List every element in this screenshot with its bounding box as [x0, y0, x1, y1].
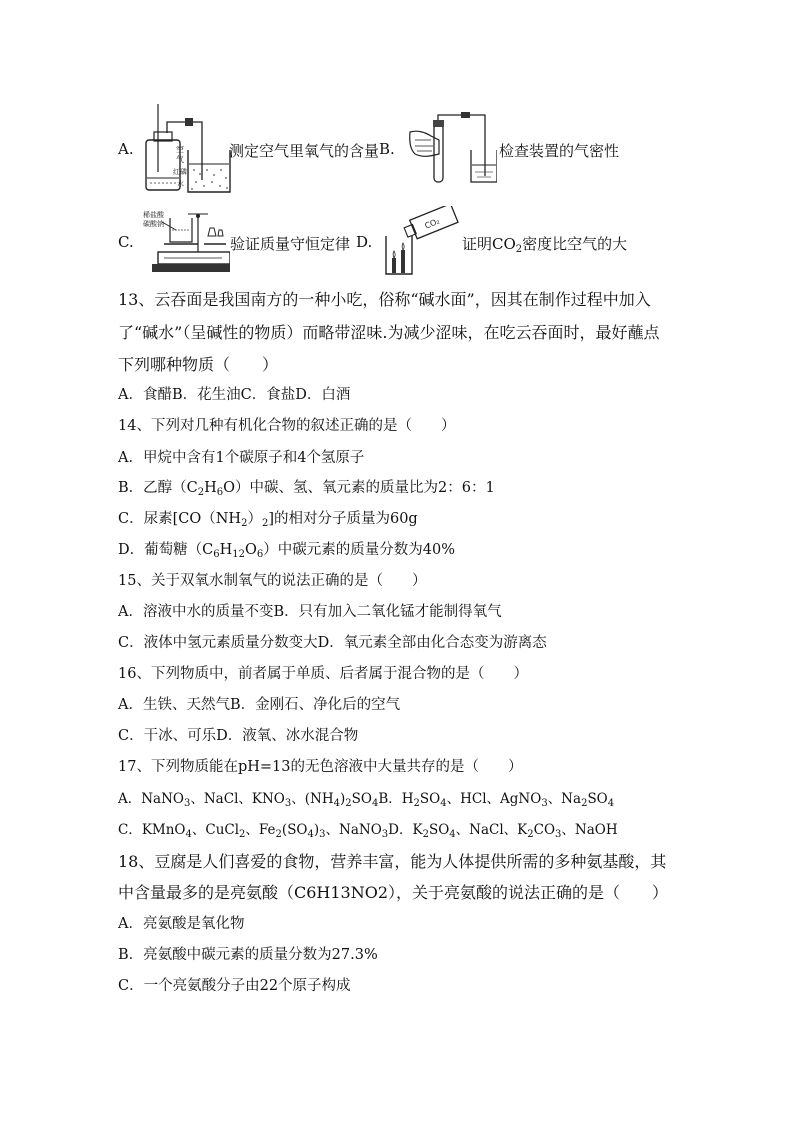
q18-option-c: C．一个亮氨酸分子由22个原子构成: [118, 978, 351, 994]
q18-stem-line2: 中含量最多的是亮氨酸（C6H13NO2），关于亮氨酸的说法正确的是（ ）: [118, 883, 669, 902]
balance-mass-conservation-figure: [142, 208, 230, 278]
fig-a-label-air1: 空: [176, 145, 184, 154]
airtightness-check-figure: [405, 110, 497, 185]
q18-option-b: B．亮氨酸中碳元素的质量分数为27.3%: [118, 947, 378, 963]
q16-stem: 16、下列物质中，前者属于单质、后者属于混合物的是（ ）: [118, 666, 528, 682]
fig-d-label-co2: CO₂: [423, 216, 441, 231]
q15-options-ab: A．溶液中水的质量不变B．只有加入二氧化锰才能制得氧气: [118, 604, 502, 620]
q18-stem-line1: 18、豆腐是人们喜爱的食物，营养丰富，能为人体提供所需的多种氨基酸，其: [118, 852, 667, 871]
q16-options-ab: A．生铁、天然气B．金刚石、净化后的空气: [118, 697, 401, 713]
q15-stem: 15、关于双氧水制氧气的说法正确的是（ ）: [118, 573, 427, 589]
co2-density-figure: [382, 206, 462, 278]
q17-stem: 17、下列物质能在pH=13的无色溶液中大量共存的是（ ）: [118, 759, 523, 775]
q14-option-a: A．甲烷中含有1个碳原子和4个氢原子: [118, 450, 365, 466]
q13-stem-line3: 下列哪种物质（ ）: [118, 355, 279, 374]
q14-option-d: D．葡萄糖$(C_6H_{12}O_6)$中碳元素的质量分数为40%: [118, 542, 455, 560]
q14-option-b: B．乙醇$(C_2H_6O)$中碳、氢、氧元素的质量比为2：6：1: [118, 480, 495, 498]
q12-option-d-letter: D.: [356, 233, 373, 251]
q13-options: A．食醋B．花生油C．食盐D．白酒: [118, 387, 351, 403]
fig-a-label-air2: 气: [176, 155, 184, 164]
q12-option-a-letter: A.: [118, 140, 134, 158]
q13-stem-line2: 了“碱水”（呈碱性的物质）而略带涩味.为减少涩味，在吃云吞面时，最好蘸点: [118, 323, 660, 342]
q12-option-a-text: 测定空气里氧气的含量: [229, 142, 380, 160]
air-oxygen-apparatus-figure: [140, 100, 232, 195]
fig-c-label-acid: 稀盐酸: [143, 211, 164, 219]
q16-options-cd: C．干冰、可乐D．液氧、冰水混合物: [118, 728, 359, 744]
q13-stem-line1: 13、云吞面是我国南方的一种小吃，俗称“碱水面”，因其在制作过程中加入: [118, 290, 651, 309]
fig-a-label-phosphorus: 红磷: [173, 168, 187, 176]
q12-option-b-text: 检查装置的气密性: [499, 142, 620, 160]
q14-stem: 14、下列对几种有机化合物的叙述正确的是（ ）: [118, 418, 456, 434]
fig-a-label-water: 水: [177, 180, 184, 188]
q17-options-ab: A．NaNO$_3$、NaCl、$KNO_3$、$(NH_4)_2SO_4B$．$H_2SO_4$、HCl、AgNO$_3$、$Na_2SO_4$: [118, 791, 615, 809]
q12-option-c-letter: C.: [118, 233, 134, 251]
fig-c-label-carbonate: 碳酸钠: [143, 220, 164, 228]
q12-option-d-text: 证明$CO_2$密度比空气的大: [462, 235, 628, 255]
q15-options-cd: C．液体中氢元素质量分数变大D．氧元素全部由化合态变为游离态: [118, 635, 547, 651]
q17-options-cd: C．KMnO$_4$、CuCl$_2$、$Fe_2(SO_4)_3$、NaNO$_3$D．$K_2SO_4$、NaCl、$K_2CO_3$、NaOH: [118, 822, 618, 840]
q12-option-c-text: 验证质量守恒定律: [230, 235, 351, 253]
q12-option-b-letter: B.: [379, 140, 395, 158]
q14-option-c: C．尿素$[CO(NH_2)_2]$的相对分子质量为60g: [118, 511, 418, 529]
q18-option-a: A．亮氨酸是氧化物: [118, 916, 245, 932]
